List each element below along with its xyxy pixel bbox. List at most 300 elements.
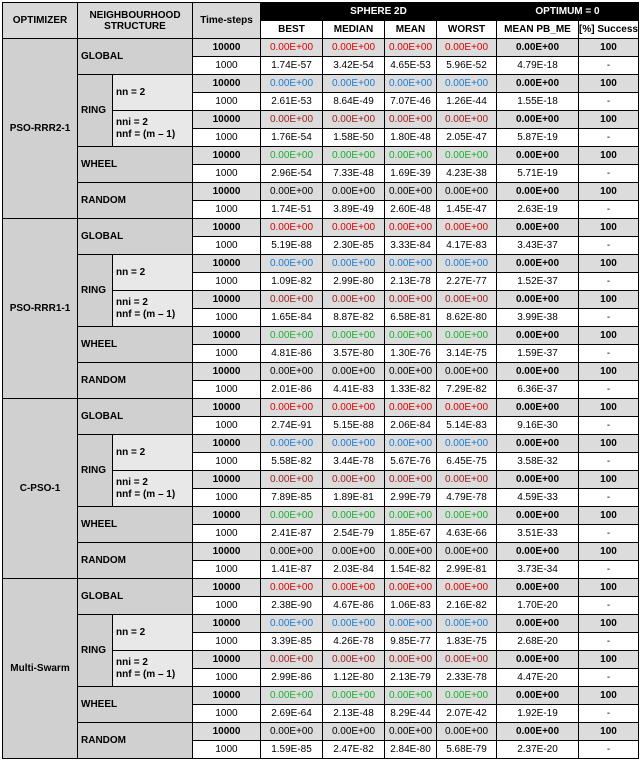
success-cell: 100 — [579, 507, 639, 525]
median-cell: 1.89E-81 — [323, 489, 385, 507]
worst-cell: 0.00E+00 — [437, 147, 497, 165]
timesteps-cell: 10000 — [193, 39, 261, 57]
timesteps-cell: 10000 — [193, 291, 261, 309]
timesteps-cell: 1000 — [193, 273, 261, 291]
header-optimum: OPTIMUM = 0 — [497, 3, 639, 21]
timesteps-cell: 1000 — [193, 705, 261, 723]
median-cell: 2.03E-84 — [323, 561, 385, 579]
worst-cell: 0.00E+00 — [437, 399, 497, 417]
median-cell: 2.99E-80 — [323, 273, 385, 291]
neighbourhood-sublabel: nni = 2 nnf = (m – 1) — [113, 291, 193, 327]
optimizer-name: Multi-Swarm — [3, 579, 78, 759]
mean-cell: 2.84E-80 — [385, 741, 437, 759]
success-cell: 100 — [579, 111, 639, 129]
table-row — [3, 723, 639, 741]
neighbourhood-sublabel: nni = 2 nnf = (m – 1) — [113, 651, 193, 687]
success-cell: 100 — [579, 615, 639, 633]
mean-cell: 1.85E-67 — [385, 525, 437, 543]
mean-cell: 5.67E-76 — [385, 453, 437, 471]
worst-cell: 2.27E-77 — [437, 273, 497, 291]
best-cell: 1.74E-57 — [261, 57, 323, 75]
mean-pb-cell: 0.00E+00 — [497, 291, 579, 309]
mean-cell: 0.00E+00 — [385, 39, 437, 57]
timesteps-cell: 1000 — [193, 129, 261, 147]
timesteps-cell: 1000 — [193, 633, 261, 651]
table-row — [3, 615, 639, 633]
mean-pb-cell: 0.00E+00 — [497, 615, 579, 633]
optimizer-name: PSO-RRR1-1 — [3, 219, 78, 399]
median-cell: 8.87E-82 — [323, 309, 385, 327]
mean-pb-cell: 0.00E+00 — [497, 183, 579, 201]
worst-cell: 0.00E+00 — [437, 39, 497, 57]
mean-cell: 8.29E-44 — [385, 705, 437, 723]
best-cell: 2.99E-86 — [261, 669, 323, 687]
mean-pb-cell: 4.59E-33 — [497, 489, 579, 507]
median-cell: 0.00E+00 — [323, 75, 385, 93]
table-row — [3, 579, 639, 597]
neighbourhood-label: RANDOM — [78, 723, 193, 759]
median-cell: 2.47E-82 — [323, 741, 385, 759]
results-table — [2, 2, 639, 759]
success-cell: - — [579, 165, 639, 183]
worst-cell: 1.26E-44 — [437, 93, 497, 111]
success-cell: 100 — [579, 399, 639, 417]
worst-cell: 5.96E-52 — [437, 57, 497, 75]
table-row — [3, 507, 639, 525]
timesteps-cell: 10000 — [193, 723, 261, 741]
table-row — [3, 399, 639, 417]
worst-cell: 2.99E-81 — [437, 561, 497, 579]
worst-cell: 0.00E+00 — [437, 723, 497, 741]
success-cell: - — [579, 345, 639, 363]
mean-pb-cell: 3.43E-37 — [497, 237, 579, 255]
timesteps-cell: 1000 — [193, 741, 261, 759]
worst-cell: 2.05E-47 — [437, 129, 497, 147]
mean-cell: 7.07E-46 — [385, 93, 437, 111]
timesteps-cell: 1000 — [193, 309, 261, 327]
neighbourhood-sublabel: nn = 2 — [113, 75, 193, 111]
success-cell: - — [579, 273, 639, 291]
best-cell: 4.81E-86 — [261, 345, 323, 363]
timesteps-cell: 10000 — [193, 615, 261, 633]
median-cell: 3.42E-54 — [323, 57, 385, 75]
best-cell: 2.38E-90 — [261, 597, 323, 615]
best-cell: 5.19E-88 — [261, 237, 323, 255]
neighbourhood-label: WHEEL — [78, 327, 193, 363]
best-cell: 2.69E-64 — [261, 705, 323, 723]
success-cell: 100 — [579, 75, 639, 93]
mean-pb-cell: 3.51E-33 — [497, 525, 579, 543]
neighbourhood-label: RANDOM — [78, 363, 193, 399]
success-cell: - — [579, 309, 639, 327]
success-cell: 100 — [579, 363, 639, 381]
median-cell: 0.00E+00 — [323, 111, 385, 129]
median-cell: 0.00E+00 — [323, 183, 385, 201]
best-cell: 0.00E+00 — [261, 111, 323, 129]
mean-cell: 0.00E+00 — [385, 651, 437, 669]
header-row-1 — [3, 3, 639, 21]
mean-cell: 2.99E-79 — [385, 489, 437, 507]
timesteps-cell: 10000 — [193, 687, 261, 705]
neighbourhood-label: RING — [78, 435, 113, 507]
success-cell: 100 — [579, 471, 639, 489]
median-cell: 0.00E+00 — [323, 147, 385, 165]
mean-cell: 3.33E-84 — [385, 237, 437, 255]
timesteps-cell: 1000 — [193, 597, 261, 615]
mean-cell: 1.80E-48 — [385, 129, 437, 147]
mean-pb-cell: 0.00E+00 — [497, 219, 579, 237]
results-body — [3, 39, 639, 759]
worst-cell: 0.00E+00 — [437, 471, 497, 489]
timesteps-cell: 1000 — [193, 561, 261, 579]
success-cell: 100 — [579, 651, 639, 669]
median-cell: 0.00E+00 — [323, 687, 385, 705]
mean-cell: 2.06E-84 — [385, 417, 437, 435]
best-cell: 0.00E+00 — [261, 147, 323, 165]
worst-cell: 0.00E+00 — [437, 435, 497, 453]
timesteps-cell: 1000 — [193, 345, 261, 363]
timesteps-cell: 10000 — [193, 111, 261, 129]
worst-cell: 0.00E+00 — [437, 651, 497, 669]
header-median: MEDIAN — [323, 21, 385, 39]
mean-cell: 0.00E+00 — [385, 471, 437, 489]
mean-pb-cell: 0.00E+00 — [497, 255, 579, 273]
mean-pb-cell: 0.00E+00 — [497, 651, 579, 669]
mean-pb-cell: 0.00E+00 — [497, 75, 579, 93]
best-cell: 2.41E-87 — [261, 525, 323, 543]
best-cell: 0.00E+00 — [261, 75, 323, 93]
mean-cell: 0.00E+00 — [385, 687, 437, 705]
table-row — [3, 543, 639, 561]
timesteps-cell: 10000 — [193, 399, 261, 417]
worst-cell: 0.00E+00 — [437, 615, 497, 633]
table-row — [3, 39, 639, 57]
median-cell: 5.15E-88 — [323, 417, 385, 435]
timesteps-cell: 10000 — [193, 183, 261, 201]
mean-pb-cell: 5.71E-19 — [497, 165, 579, 183]
worst-cell: 4.79E-78 — [437, 489, 497, 507]
success-cell: - — [579, 489, 639, 507]
timesteps-cell: 1000 — [193, 57, 261, 75]
header-optimizer: OPTIMIZER — [3, 3, 78, 39]
header-timesteps: Time-steps — [193, 3, 261, 39]
neighbourhood-label: WHEEL — [78, 507, 193, 543]
best-cell: 3.39E-85 — [261, 633, 323, 651]
mean-pb-cell: 1.55E-18 — [497, 93, 579, 111]
mean-pb-cell: 2.37E-20 — [497, 741, 579, 759]
median-cell: 2.30E-85 — [323, 237, 385, 255]
table-row — [3, 435, 639, 453]
mean-pb-cell: 0.00E+00 — [497, 147, 579, 165]
median-cell: 8.64E-49 — [323, 93, 385, 111]
optimizer-name: C-PSO-1 — [3, 399, 78, 579]
worst-cell: 0.00E+00 — [437, 363, 497, 381]
neighbourhood-label: GLOBAL — [78, 39, 193, 75]
best-cell: 0.00E+00 — [261, 219, 323, 237]
mean-cell: 0.00E+00 — [385, 507, 437, 525]
mean-cell: 0.00E+00 — [385, 435, 437, 453]
mean-cell: 2.13E-79 — [385, 669, 437, 687]
neighbourhood-label: RING — [78, 615, 113, 687]
header-mean: MEAN — [385, 21, 437, 39]
worst-cell: 0.00E+00 — [437, 255, 497, 273]
mean-pb-cell: 4.79E-18 — [497, 57, 579, 75]
mean-pb-cell: 9.16E-30 — [497, 417, 579, 435]
worst-cell: 2.16E-82 — [437, 597, 497, 615]
timesteps-cell: 10000 — [193, 363, 261, 381]
mean-pb-cell: 3.99E-38 — [497, 309, 579, 327]
table-row — [3, 687, 639, 705]
best-cell: 0.00E+00 — [261, 435, 323, 453]
median-cell: 2.54E-79 — [323, 525, 385, 543]
best-cell: 0.00E+00 — [261, 579, 323, 597]
median-cell: 3.57E-80 — [323, 345, 385, 363]
best-cell: 1.74E-51 — [261, 201, 323, 219]
best-cell: 1.76E-54 — [261, 129, 323, 147]
neighbourhood-label: RING — [78, 75, 113, 147]
best-cell: 0.00E+00 — [261, 363, 323, 381]
table-row — [3, 255, 639, 273]
median-cell: 0.00E+00 — [323, 219, 385, 237]
mean-pb-cell: 1.52E-37 — [497, 273, 579, 291]
header-success: [%] Success — [579, 21, 639, 39]
timesteps-cell: 10000 — [193, 327, 261, 345]
worst-cell: 7.29E-82 — [437, 381, 497, 399]
success-cell: 100 — [579, 327, 639, 345]
mean-cell: 0.00E+00 — [385, 147, 437, 165]
median-cell: 0.00E+00 — [323, 471, 385, 489]
neighbourhood-label: RANDOM — [78, 543, 193, 579]
worst-cell: 0.00E+00 — [437, 327, 497, 345]
timesteps-cell: 10000 — [193, 579, 261, 597]
timesteps-cell: 10000 — [193, 219, 261, 237]
best-cell: 2.96E-54 — [261, 165, 323, 183]
neighbourhood-sublabel: nn = 2 — [113, 255, 193, 291]
success-cell: 100 — [579, 543, 639, 561]
median-cell: 0.00E+00 — [323, 291, 385, 309]
median-cell: 4.67E-86 — [323, 597, 385, 615]
success-cell: - — [579, 561, 639, 579]
worst-cell: 2.33E-78 — [437, 669, 497, 687]
success-cell: - — [579, 381, 639, 399]
mean-cell: 0.00E+00 — [385, 543, 437, 561]
success-cell: 100 — [579, 183, 639, 201]
best-cell: 2.74E-91 — [261, 417, 323, 435]
timesteps-cell: 1000 — [193, 489, 261, 507]
median-cell: 0.00E+00 — [323, 543, 385, 561]
median-cell: 0.00E+00 — [323, 255, 385, 273]
worst-cell: 0.00E+00 — [437, 111, 497, 129]
mean-cell: 0.00E+00 — [385, 291, 437, 309]
best-cell: 1.59E-85 — [261, 741, 323, 759]
median-cell: 0.00E+00 — [323, 651, 385, 669]
success-cell: 100 — [579, 435, 639, 453]
success-cell: 100 — [579, 723, 639, 741]
worst-cell: 5.68E-79 — [437, 741, 497, 759]
mean-cell: 0.00E+00 — [385, 615, 437, 633]
median-cell: 0.00E+00 — [323, 507, 385, 525]
worst-cell: 0.00E+00 — [437, 579, 497, 597]
best-cell: 0.00E+00 — [261, 723, 323, 741]
neighbourhood-label: RING — [78, 255, 113, 327]
timesteps-cell: 1000 — [193, 453, 261, 471]
timesteps-cell: 1000 — [193, 381, 261, 399]
median-cell: 0.00E+00 — [323, 615, 385, 633]
best-cell: 0.00E+00 — [261, 543, 323, 561]
timesteps-cell: 1000 — [193, 525, 261, 543]
header-sphere: SPHERE 2D — [261, 3, 497, 21]
worst-cell: 0.00E+00 — [437, 183, 497, 201]
mean-pb-cell: 1.59E-37 — [497, 345, 579, 363]
neighbourhood-sublabel: nni = 2 nnf = (m – 1) — [113, 471, 193, 507]
median-cell: 7.33E-48 — [323, 165, 385, 183]
median-cell: 2.13E-48 — [323, 705, 385, 723]
mean-pb-cell: 5.87E-19 — [497, 129, 579, 147]
median-cell: 0.00E+00 — [323, 39, 385, 57]
worst-cell: 0.00E+00 — [437, 687, 497, 705]
mean-pb-cell: 0.00E+00 — [497, 723, 579, 741]
timesteps-cell: 10000 — [193, 471, 261, 489]
median-cell: 0.00E+00 — [323, 723, 385, 741]
mean-cell: 6.58E-81 — [385, 309, 437, 327]
table-row — [3, 363, 639, 381]
timesteps-cell: 10000 — [193, 543, 261, 561]
timesteps-cell: 1000 — [193, 669, 261, 687]
neighbourhood-sublabel: nn = 2 — [113, 615, 193, 651]
mean-pb-cell: 1.92E-19 — [497, 705, 579, 723]
mean-cell: 4.65E-53 — [385, 57, 437, 75]
mean-cell: 1.33E-82 — [385, 381, 437, 399]
mean-cell: 0.00E+00 — [385, 723, 437, 741]
neighbourhood-label: WHEEL — [78, 687, 193, 723]
neighbourhood-sublabel: nni = 2 nnf = (m – 1) — [113, 111, 193, 147]
mean-cell: 0.00E+00 — [385, 111, 437, 129]
worst-cell: 0.00E+00 — [437, 219, 497, 237]
mean-pb-cell: 0.00E+00 — [497, 327, 579, 345]
best-cell: 2.61E-53 — [261, 93, 323, 111]
worst-cell: 4.63E-66 — [437, 525, 497, 543]
header-neighbourhood: NEIGHBOURHOOD STRUCTURE — [78, 3, 193, 39]
header-best: BEST — [261, 21, 323, 39]
worst-cell: 1.45E-47 — [437, 201, 497, 219]
best-cell: 2.01E-86 — [261, 381, 323, 399]
table-row — [3, 147, 639, 165]
mean-cell: 1.30E-76 — [385, 345, 437, 363]
median-cell: 4.41E-83 — [323, 381, 385, 399]
best-cell: 0.00E+00 — [261, 39, 323, 57]
table-row — [3, 327, 639, 345]
optimizer-name: PSO-RRR2-1 — [3, 39, 78, 219]
timesteps-cell: 1000 — [193, 417, 261, 435]
timesteps-cell: 10000 — [193, 255, 261, 273]
worst-cell: 0.00E+00 — [437, 507, 497, 525]
timesteps-cell: 10000 — [193, 507, 261, 525]
best-cell: 1.41E-87 — [261, 561, 323, 579]
mean-pb-cell: 0.00E+00 — [497, 363, 579, 381]
success-cell: 100 — [579, 147, 639, 165]
worst-cell: 6.45E-75 — [437, 453, 497, 471]
success-cell: - — [579, 417, 639, 435]
mean-pb-cell: 0.00E+00 — [497, 435, 579, 453]
mean-cell: 1.54E-82 — [385, 561, 437, 579]
mean-cell: 0.00E+00 — [385, 219, 437, 237]
median-cell: 1.58E-50 — [323, 129, 385, 147]
timesteps-cell: 10000 — [193, 75, 261, 93]
worst-cell: 5.14E-83 — [437, 417, 497, 435]
success-cell: 100 — [579, 687, 639, 705]
success-cell: - — [579, 453, 639, 471]
neighbourhood-sublabel: nn = 2 — [113, 435, 193, 471]
header-mean-pb: MEAN PB_ME — [497, 21, 579, 39]
best-cell: 0.00E+00 — [261, 615, 323, 633]
mean-cell: 0.00E+00 — [385, 183, 437, 201]
worst-cell: 4.17E-83 — [437, 237, 497, 255]
best-cell: 0.00E+00 — [261, 471, 323, 489]
worst-cell: 1.83E-75 — [437, 633, 497, 651]
best-cell: 0.00E+00 — [261, 507, 323, 525]
timesteps-cell: 1000 — [193, 165, 261, 183]
success-cell: - — [579, 741, 639, 759]
timesteps-cell: 1000 — [193, 201, 261, 219]
median-cell: 1.12E-80 — [323, 669, 385, 687]
best-cell: 0.00E+00 — [261, 291, 323, 309]
mean-pb-cell: 1.70E-20 — [497, 597, 579, 615]
neighbourhood-label: GLOBAL — [78, 219, 193, 255]
timesteps-cell: 1000 — [193, 93, 261, 111]
worst-cell: 4.23E-38 — [437, 165, 497, 183]
median-cell: 3.44E-78 — [323, 453, 385, 471]
success-cell: - — [579, 597, 639, 615]
mean-pb-cell: 0.00E+00 — [497, 687, 579, 705]
success-cell: 100 — [579, 579, 639, 597]
median-cell: 0.00E+00 — [323, 399, 385, 417]
neighbourhood-label: RANDOM — [78, 183, 193, 219]
timesteps-cell: 10000 — [193, 147, 261, 165]
success-cell: 100 — [579, 39, 639, 57]
best-cell: 1.65E-84 — [261, 309, 323, 327]
success-cell: - — [579, 57, 639, 75]
mean-cell: 0.00E+00 — [385, 579, 437, 597]
best-cell: 5.58E-82 — [261, 453, 323, 471]
best-cell: 7.89E-85 — [261, 489, 323, 507]
worst-cell: 0.00E+00 — [437, 75, 497, 93]
neighbourhood-label: GLOBAL — [78, 399, 193, 435]
mean-cell: 0.00E+00 — [385, 75, 437, 93]
median-cell: 0.00E+00 — [323, 579, 385, 597]
mean-pb-cell: 0.00E+00 — [497, 399, 579, 417]
success-cell: - — [579, 633, 639, 651]
mean-pb-cell: 3.73E-34 — [497, 561, 579, 579]
neighbourhood-label: GLOBAL — [78, 579, 193, 615]
success-cell: - — [579, 669, 639, 687]
worst-cell: 0.00E+00 — [437, 543, 497, 561]
success-cell: - — [579, 129, 639, 147]
table-row — [3, 183, 639, 201]
worst-cell: 0.00E+00 — [437, 291, 497, 309]
mean-cell: 1.69E-39 — [385, 165, 437, 183]
mean-pb-cell: 0.00E+00 — [497, 111, 579, 129]
table-row — [3, 75, 639, 93]
mean-pb-cell: 0.00E+00 — [497, 39, 579, 57]
mean-pb-cell: 0.00E+00 — [497, 543, 579, 561]
best-cell: 1.09E-82 — [261, 273, 323, 291]
worst-cell: 8.62E-80 — [437, 309, 497, 327]
success-cell: - — [579, 705, 639, 723]
success-cell: 100 — [579, 219, 639, 237]
best-cell: 0.00E+00 — [261, 255, 323, 273]
header-worst: WORST — [437, 21, 497, 39]
mean-pb-cell: 6.36E-37 — [497, 381, 579, 399]
